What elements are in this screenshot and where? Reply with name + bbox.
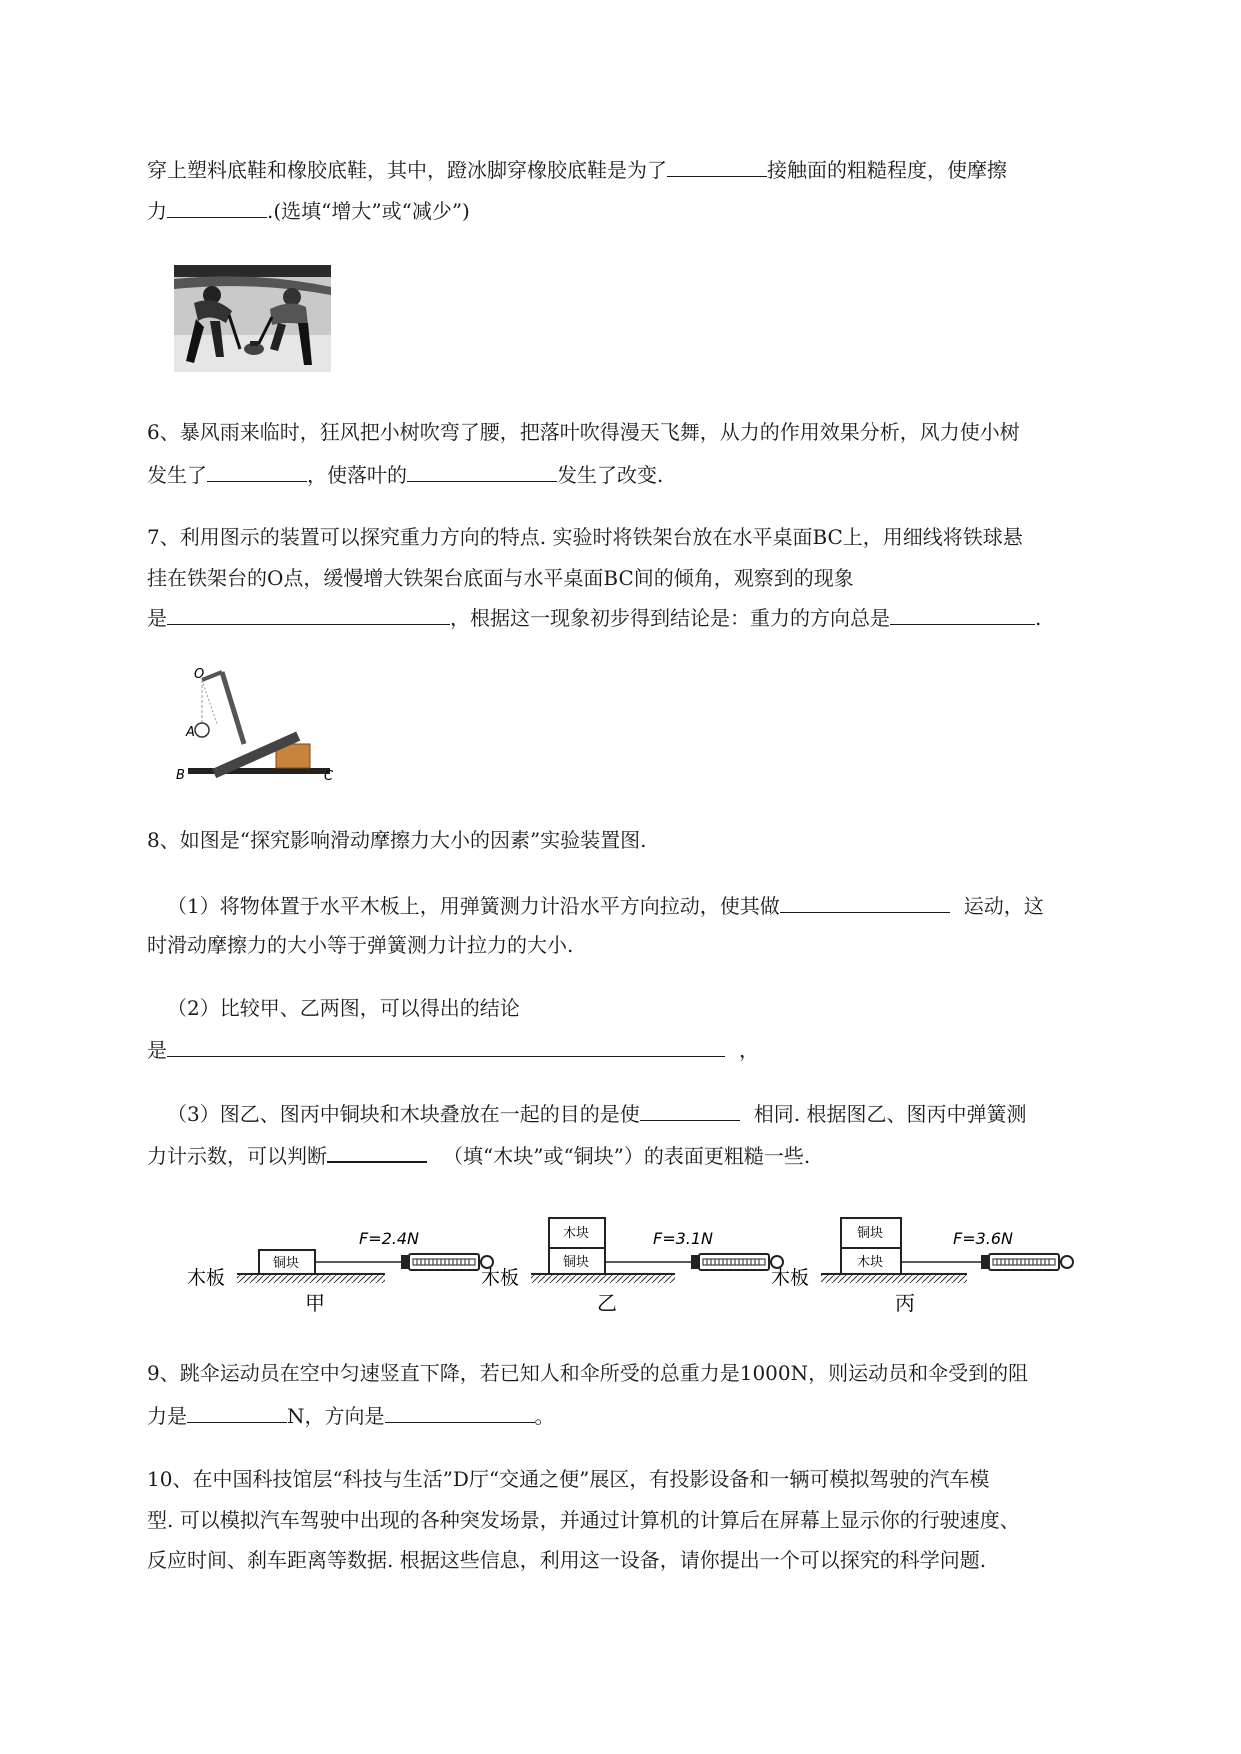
q8-title: 8、如图是“探究影响滑动摩擦力大小的因素”实验装置图. [147, 828, 647, 852]
caption-bing: 丙 [895, 1291, 915, 1315]
q9-text-b: N，方向是 [287, 1404, 385, 1428]
q8-p3-text-d: （填“木块”或“铜块”）的表面更粗糙一些. [443, 1144, 811, 1168]
q6-text-c: 发生了改变. [557, 463, 664, 487]
q9-text-a: 力是 [147, 1404, 187, 1428]
q7-line-3 [147, 602, 1041, 632]
stand-pole [222, 672, 244, 744]
force-jia: F=2.4N [359, 1229, 420, 1248]
q5-line-2 [147, 195, 470, 225]
q8-blank-2[interactable] [167, 1034, 725, 1057]
q9-line-2 [147, 1400, 555, 1430]
label-o: O [194, 667, 205, 682]
q10-line-3: 反应时间、刹车距离等数据. 根据这些信息，利用这一设备，请你提出一个可以探究的科学问题. [147, 1548, 987, 1572]
q8-p2-line-2 [147, 1034, 759, 1064]
q7-blank-1[interactable] [167, 602, 450, 625]
q6-blank-2[interactable] [407, 459, 557, 482]
q6-line-1: 6、暴风雨来临时，狂风把小树吹弯了腰，把落叶吹得漫天飞舞，从力的作用效果分析，风力使小树 [147, 420, 1020, 444]
q8-p3-line-2 [147, 1139, 810, 1170]
q6-blank-1[interactable] [207, 459, 307, 482]
q8-p2-line-1: （2）比较甲、乙两图，可以得出的结论 [167, 996, 520, 1020]
gravity-stand-figure [172, 664, 350, 784]
q8-p1-text-b: 运动，这 [963, 894, 1044, 918]
q9-text-c: 。 [534, 1404, 555, 1428]
block-yi-bottom: 铜块 [563, 1255, 590, 1270]
label-c: C [324, 769, 334, 784]
block-yi-top: 木块 [563, 1226, 590, 1241]
q8-p2-text-b: ， [739, 1038, 759, 1062]
q8-blank-4[interactable] [327, 1139, 427, 1163]
block-bing-bottom: 木块 [857, 1255, 884, 1270]
q6-text-a: 发生了 [147, 463, 207, 487]
q5-text-d: .(选填“增大”或“减少”) [267, 199, 470, 223]
q5-text-a: 穿上塑料底鞋和橡胶底鞋，其中，蹬冰脚穿橡胶底鞋是为了 [147, 158, 667, 182]
q10-line-2: 型. 可以模拟汽车驾驶中出现的各种突发场景，并通过计算机的计算后在屏幕上显示你的行驶速度、 [147, 1508, 1020, 1532]
q8-p3-text-a: （3）图乙、图丙中铜块和木块叠放在一起的目的是使 [167, 1102, 640, 1126]
q5-text-b: 接触面的粗糙程度，使摩擦 [767, 158, 1007, 182]
q8-p1-line-1 [167, 890, 1044, 920]
board-label-jia: 木板 [187, 1267, 226, 1289]
q7-text-a: 是 [147, 606, 167, 630]
q9-blank-2[interactable] [385, 1400, 535, 1423]
q8-blank-3[interactable] [640, 1098, 740, 1121]
q9-line-1: 9、跳伞运动员在空中匀速竖直下降，若已知人和伞所受的总重力是1000N，则运动员和伞受到的阻 [147, 1361, 1029, 1385]
label-a: A [186, 725, 195, 740]
q6-line-2 [147, 459, 663, 489]
q7-line-2: 挂在铁架台的O点，缓慢增大铁架台底面与水平桌面BC间的倾角，观察到的现象 [147, 566, 854, 590]
figure-jia [187, 1229, 493, 1315]
q10-line-1: 10、在中国科技馆层“科技与生活”D厅“交通之便”展区，有投影设备和一辆可模拟驾驶的汽车模 [147, 1467, 990, 1491]
figure-yi [481, 1218, 783, 1315]
table-bc [188, 768, 330, 774]
caption-yi: 乙 [597, 1291, 617, 1315]
q8-p3-text-c: 力计示数，可以判断 [147, 1144, 327, 1168]
q5-blank-1[interactable] [667, 154, 767, 177]
q8-p2-text-a: 是 [147, 1038, 167, 1062]
q7-text-b: ，根据这一现象初步得到结论是：重力的方向总是 [450, 606, 890, 630]
q8-p1-line-2: 时滑动摩擦力的大小等于弹簧测力计拉力的大小. [147, 933, 574, 957]
q8-p3-text-b: 相同. 根据图乙、图丙中弹簧测 [753, 1102, 1027, 1126]
q5-blank-2[interactable] [167, 195, 267, 218]
q9-blank-1[interactable] [187, 1400, 287, 1423]
curling-photo [174, 265, 331, 372]
q8-p3-line-1 [167, 1098, 1026, 1128]
q7-text-c: . [1035, 606, 1042, 630]
q6-text-b: ，使落叶的 [307, 463, 407, 487]
block-bing-top: 铜块 [857, 1226, 884, 1241]
iron-ball [195, 723, 209, 737]
q7-line-1: 7、利用图示的装置可以探究重力方向的特点. 实验时将铁架台放在水平桌面BC上，用细线将铁球悬 [147, 525, 1023, 549]
friction-figures [185, 1210, 1085, 1326]
board-label-yi: 木板 [481, 1267, 520, 1289]
q8-blank-1[interactable] [780, 890, 950, 913]
figure-bing [771, 1218, 1073, 1315]
q5-text-c: 力 [147, 199, 167, 223]
caption-jia: 甲 [305, 1291, 325, 1315]
stand-arm [202, 672, 222, 680]
block-jia-1: 铜块 [273, 1256, 300, 1271]
q5-line-1 [147, 154, 1007, 184]
force-bing: F=3.6N [953, 1229, 1014, 1248]
q7-blank-2[interactable] [890, 602, 1035, 625]
force-yi: F=3.1N [653, 1229, 714, 1248]
label-b: B [176, 768, 185, 783]
board-label-bing: 木板 [771, 1267, 810, 1289]
q8-p1-text-a: （1）将物体置于水平木板上，用弹簧测力计沿水平方向拉动，使其做 [167, 894, 780, 918]
